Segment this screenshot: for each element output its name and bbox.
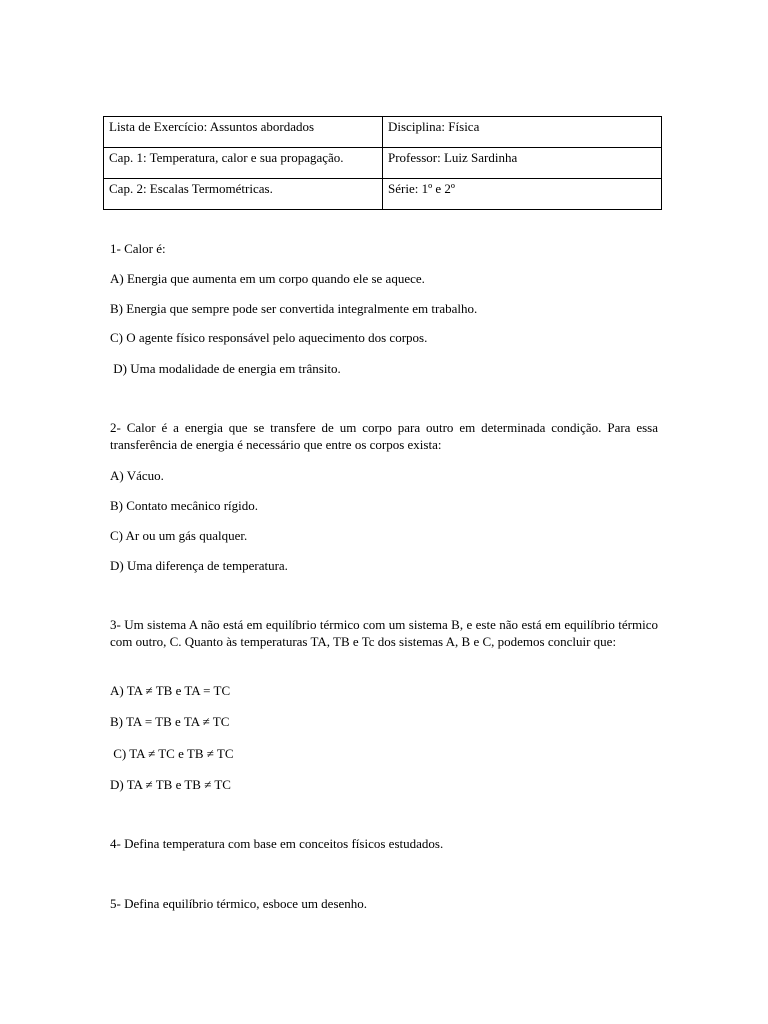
question-2-option-d: D) Uma diferença de temperatura. [110,558,288,573]
question-1-option-b: B) Energia que sempre pode ser convertida integralmente em trabalho. [110,301,478,316]
question-1-option-d: D) Uma modalidade de energia em trânsito. [110,361,341,376]
header-cell-subjects: Lista de Exercício: Assuntos abordados [104,117,383,148]
header-row [104,179,662,210]
header-row [104,117,662,148]
question-1-option-a: A) Energia que aumenta em um corpo quando ele se aquece. [110,271,425,286]
question-3-option-d: D) TA ≠ TB e TB ≠ TC [110,777,231,792]
question-2-stem: 2- Calor é a energia que se transfere de um corpo para outro em determinada condição. Para essa transferência de energia é necessário que entre os corpos exista: [110,420,658,452]
header-cell-professor: Professor: Luiz Sardinha [383,148,662,179]
question-2-option-c: C) Ar ou um gás qualquer. [110,528,248,543]
question-3-option-c: C) TA ≠ TC e TB ≠ TC [110,746,234,761]
question-3-option-b: B) TA = TB e TA ≠ TC [110,714,230,729]
question-1-stem: 1- Calor é: [110,241,166,256]
question-4-stem: 4- Defina temperatura com base em conceitos físicos estudados. [110,836,444,851]
header-cell-chapter-1: Cap. 1: Temperatura, calor e sua propagação. [104,148,383,179]
question-2-option-b: B) Contato mecânico rígido. [110,498,259,513]
header-cell-discipline: Disciplina: Física [383,117,662,148]
question-3-stem: 3- Um sistema A não está em equilíbrio térmico com um sistema B, e este não está em equilíbrio térmico com outro, C. Quanto às temperaturas TA, TB e Tc dos sistemas A, B e C, podemos concluir que: [110,617,658,649]
header-row [104,148,662,179]
question-1-option-c: C) O agente físico responsável pelo aquecimento dos corpos. [110,330,428,345]
question-5-stem: 5- Defina equilíbrio térmico, esboce um desenho. [110,896,368,911]
header-cell-chapter-2: Cap. 2: Escalas Termométricas. [104,179,383,210]
question-2-option-a: A) Vácuo. [110,468,164,483]
question-3-option-a: A) TA ≠ TB e TA = TC [110,683,231,698]
header-info-table [103,116,662,210]
header-cell-grade: Série: 1º e 2º [383,179,662,210]
